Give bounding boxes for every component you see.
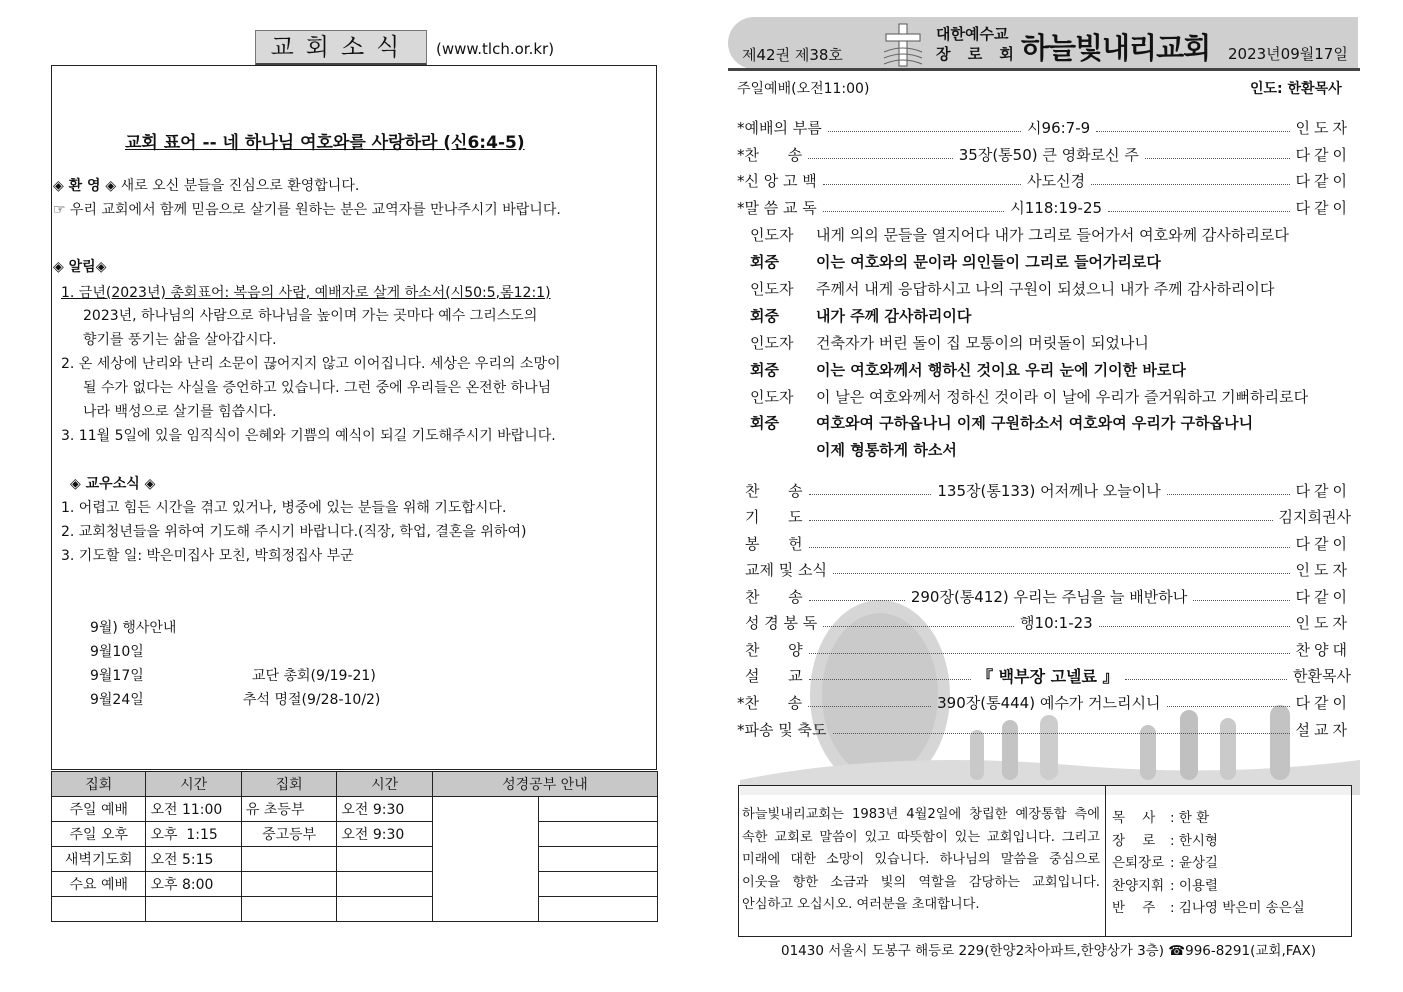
welcome-note: ☞ 우리 교회에서 함께 믿음으로 살기를 원하는 분은 교역자를 만나주시기 바랍니다. bbox=[53, 202, 561, 218]
worship-order-item: *신 앙 고 백 사도신경 다같이 bbox=[737, 171, 1351, 190]
column-header: 시간 bbox=[337, 772, 432, 797]
bible-study-cell bbox=[539, 822, 658, 847]
column-header: 성경공부 안내 bbox=[432, 772, 657, 797]
church-introduction: 하늘빛내리교회는 1983년 4월2일에 창립한 예장통합 측에 속한 교회로 말씀이 있고 따뜻함이 있는 교회입니다. 그리고 미래에 대한 소망이 있습니다. 하나님의 말씀을 중심으로 이웃을 향한 소금과 빛의 역할을 감당하는 교회입니다. 안심하고 오십시오. 여러분을 초대합니다. bbox=[742, 807, 1100, 912]
table-cell bbox=[146, 897, 241, 922]
table-cell: 오전 5:15 bbox=[146, 847, 241, 872]
table-cell bbox=[337, 847, 432, 872]
responsive-reading-line: 회중 여호와여 구하옵나니 이제 구원하소서 여호와여 우리가 구하옵나니 bbox=[750, 414, 1254, 432]
worship-order-item: 교제 및 소식 인도자 bbox=[745, 560, 1351, 579]
church-motto: 교회 표어 -- 네 하나님 여호와를 사랑하라 (신6:4-5) bbox=[125, 133, 525, 153]
table-cell bbox=[52, 897, 146, 922]
info-box-divider bbox=[1105, 785, 1106, 937]
responsive-reading-line: 인도자 이 날은 여호와께서 정하신 것이라 이 날에 우리가 즐거워하고 기뻐하리로다 bbox=[750, 388, 1309, 406]
member-news-line: 1. 어렵고 힘든 시간을 겪고 있거나, 병중에 있는 분들을 위해 기도합시다. bbox=[61, 500, 507, 516]
bible-study-cell bbox=[432, 797, 539, 922]
member-news-line: 2. 교회청년들을 위하여 기도해 주시기 바랍니다.(직장, 학업, 결혼을 위하여) bbox=[61, 524, 527, 540]
responsive-reading-line: 인도자 건축자가 버린 돌이 집 모퉁이의 머릿돌이 되었나니 bbox=[750, 334, 1149, 352]
header-divider bbox=[728, 68, 1360, 71]
notice-line: 향기를 풍기는 삶을 살아갑시다. bbox=[83, 332, 277, 348]
worship-order-item: 찬 양 찬양대 bbox=[745, 640, 1351, 659]
bible-study-cell bbox=[539, 872, 658, 897]
bible-study-cell bbox=[539, 797, 658, 822]
worship-order-item: 찬 송 290장(통412) 우리는 주님을 늘 배반하나 다같이 bbox=[745, 587, 1351, 606]
worship-order-item: 성 경 봉 독 행10:1-23 인도자 bbox=[745, 613, 1351, 632]
responsive-reading-line: 회중 이는 여호와께서 행하신 것이요 우리 눈에 기이한 바로다 bbox=[750, 361, 1186, 379]
column-header: 집회 bbox=[241, 772, 336, 797]
events-title: 9월) 행사안내 bbox=[90, 620, 177, 636]
welcome-text: 새로 오신 분들을 진심으로 환영합니다. bbox=[120, 178, 360, 194]
table-row bbox=[52, 897, 658, 922]
sermon-title: 『 백부장 고넬료 』 bbox=[977, 666, 1119, 686]
church-news-title: 교회소식 bbox=[255, 30, 427, 66]
welcome-section bbox=[53, 175, 359, 195]
bible-study-cell bbox=[539, 897, 658, 922]
table-cell bbox=[241, 872, 336, 897]
table-row bbox=[52, 797, 658, 822]
worship-order-item: *말 씀 교 독 시118:19-25 다같이 bbox=[737, 198, 1352, 217]
table-cell bbox=[241, 847, 336, 872]
responsive-reading-line: 회중 내가 주께 감사하리이다 bbox=[750, 307, 972, 325]
denomination: 대한예수교 장 로 회 bbox=[936, 25, 1020, 63]
column-header: 시간 bbox=[146, 772, 241, 797]
table-cell bbox=[337, 872, 432, 897]
staff-entry: 장 로 : 한시형 bbox=[1112, 833, 1218, 849]
table-cell: 오후 8:00 bbox=[146, 872, 241, 897]
worship-order-item: 기 도 김지희권사 bbox=[745, 507, 1351, 526]
worship-order-item: 찬 송 135장(통133) 어저께나 오늘이나 다같이 bbox=[745, 481, 1352, 500]
church-address: 01430 서울시 도봉구 해등로 229(한양2차아파트,한양상가 3층) ☎996-8291(교회,FAX) bbox=[781, 943, 1317, 959]
event-date: 9월17일 bbox=[90, 668, 144, 684]
staff-entry: 은퇴장로 : 윤상길 bbox=[1112, 855, 1218, 871]
notice-line: 3. 11월 5일에 있을 임직식이 은혜와 기쁨의 예식이 되길 기도해주시기 바랍니다. bbox=[61, 428, 556, 444]
table-cell: 오후 1:15 bbox=[146, 822, 241, 847]
table-cell bbox=[337, 897, 432, 922]
table-cell: 중고등부 bbox=[241, 822, 336, 847]
meeting-schedule-table bbox=[51, 771, 658, 922]
notice-line: 1. 금년(2023년) 총회표어: 복음의 사람, 예배자로 살게 하소서(시50:5,롬12:1) bbox=[61, 285, 551, 301]
table-cell bbox=[241, 897, 336, 922]
table-cell: 오전 11:00 bbox=[146, 797, 241, 822]
notice-line: 나라 백성으로 살기를 힘씁시다. bbox=[83, 404, 277, 420]
table-cell: 새벽기도회 bbox=[52, 847, 146, 872]
notice-line: 될 수가 없다는 사실을 증언하고 있습니다. 그런 중에 우리들은 온전한 하나님 bbox=[83, 380, 552, 396]
bible-study-cell bbox=[539, 847, 658, 872]
table-cell: 오전 9:30 bbox=[337, 822, 432, 847]
worship-order-item: *파송 및 축도 설교자 bbox=[737, 720, 1351, 739]
member-news-line: 3. 기도할 일: 박은미집사 모친, 박희정집사 부군 bbox=[61, 548, 354, 564]
event-name: 추석 명절(9/28-10/2) bbox=[243, 692, 381, 708]
website-url[interactable]: (www.tlch.or.kr) bbox=[436, 40, 555, 58]
responsive-reading-line: 회중 이는 여호와의 문이라 의인들이 그리로 들어가리로다 bbox=[750, 253, 1161, 271]
table-cell: 수요 예배 bbox=[52, 872, 146, 897]
notice-header: ◈ 알림◈ bbox=[53, 259, 107, 275]
staff-entry: 목 사 : 한 환 bbox=[1112, 810, 1210, 826]
worship-order-item: *찬 송 35장(통50) 큰 영화로신 주 다같이 bbox=[737, 145, 1351, 164]
member-news-header: ◈ 교우소식 ◈ bbox=[70, 476, 156, 492]
table-cell: 주일 예배 bbox=[52, 797, 146, 822]
staff-entry: 찬양지휘 : 이용렬 bbox=[1112, 878, 1218, 894]
table-cell: 주일 오후 bbox=[52, 822, 146, 847]
notice-line: 2023년, 하나님의 사람으로 하나님을 높이며 가는 곳마다 예수 그리스도의 bbox=[83, 308, 538, 324]
table-header-row bbox=[52, 772, 658, 797]
church-cross-logo-icon bbox=[882, 22, 924, 68]
notice-line: 2. 온 세상에 난리와 난리 소문이 끊어지지 않고 이어집니다. 세상은 우리의 소망이 bbox=[61, 356, 561, 372]
service-time: 주일예배(오전11:00) bbox=[737, 81, 870, 97]
worship-order-item: 설 교 『 백부장 고넬료 』 한환목사 bbox=[737, 664, 1351, 686]
table-row bbox=[52, 847, 658, 872]
church-name: 하늘빛내리교회 bbox=[1021, 31, 1211, 65]
table-cell: 유 초등부 bbox=[241, 797, 336, 822]
event-date: 9월10일 bbox=[90, 644, 144, 660]
responsive-reading-line: 인도자 내게 의의 문들을 열지어다 내가 그리로 들어가서 여호와께 감사하리로다 bbox=[750, 226, 1289, 244]
table-row bbox=[52, 822, 658, 847]
event-date: 9월24일 bbox=[90, 692, 144, 708]
staff-entry: 반 주 : 김나영 박은미 송은실 bbox=[1112, 900, 1305, 916]
volume-number: 제42권 제38호 bbox=[742, 46, 843, 64]
table-cell: 오전 9:30 bbox=[337, 797, 432, 822]
responsive-reading-line: 이제 형통하게 하소서 bbox=[816, 441, 957, 459]
worship-order-item: 봉 헌 다같이 bbox=[745, 534, 1351, 553]
worship-order-item: *예배의 부름 시96:7-9 인도자 bbox=[737, 118, 1351, 137]
responsive-reading-line: 인도자 주께서 내게 응답하시고 나의 구원이 되셨으니 내가 주께 감사하리이다 bbox=[750, 280, 1275, 298]
table-row bbox=[52, 872, 658, 897]
welcome-header: ◈ 환 영 ◈ bbox=[53, 178, 117, 194]
column-header: 집회 bbox=[52, 772, 146, 797]
event-name: 교단 총회(9/19-21) bbox=[252, 668, 376, 684]
bulletin-date: 2023년09월17일 bbox=[1228, 45, 1348, 63]
service-leader: 인도: 한환목사 bbox=[1250, 81, 1342, 97]
worship-order-item: *찬 송 390장(통444) 예수가 거느리시니 다같이 bbox=[737, 693, 1352, 712]
